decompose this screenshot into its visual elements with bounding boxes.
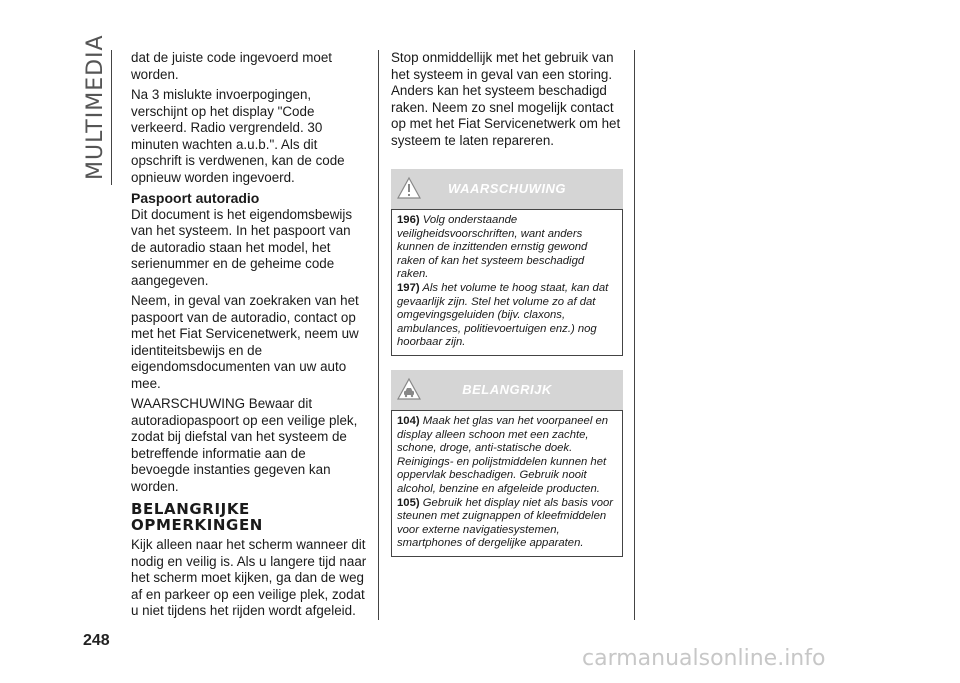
important-item — [397, 497, 617, 551]
column-divider — [634, 50, 635, 620]
note-number: 197) — [397, 281, 420, 294]
important-body — [391, 410, 623, 557]
warning-header — [391, 169, 623, 209]
paragraph: dat de juiste code ingevoerd moet worden. — [131, 50, 332, 82]
note-text: Gebruik het display niet als basis voor steunen met zuignappen of kleefmiddelen voor externe navigatiesystemen, smartphones of dergelijke apparaten. — [397, 496, 614, 550]
paragraph: Dit document is het eigendomsbewijs van het systeem. In het paspoort van de autoradio staan het model, het serienummer en de geheime code aangegeven. — [131, 206, 353, 288]
note-text: Volg onderstaande veiligheidsvoorschriften, want anders kunnen de inzittenden ernstig gewond raken of kan het systeem beschadigd raken. — [397, 214, 588, 281]
warning-item — [397, 282, 617, 350]
paragraph: Na 3 mislukte invoerpogingen, verschijnt op het display "Code verkeerd. Radio vergrendeld. 30 minuten wachten a.u.b.". Als dit opschrift is verdwenen, kan de code opnieuw worden ingevoerd. — [131, 87, 345, 185]
warning-item — [397, 214, 617, 282]
important-item — [397, 415, 617, 497]
paragraph: Kijk alleen naar het scherm wanneer dit nodig en veilig is. Als u langere tijd naar het scherm moet kijken, ga dan de weg af en parkeer op een veilige plek, zodat u niet tijdens het rijden wordt afgeleid. — [131, 537, 367, 618]
section-title: MULTIMEDIA — [83, 34, 108, 180]
warning-body — [391, 209, 623, 356]
warning-title: WAARSCHUWING — [448, 181, 566, 196]
watermark: carmanualsonline.info — [582, 646, 826, 671]
note-text: Als het volume te hoog staat, kan dat gevaarlijk zijn. Stel het volume zo af dat omgevingsgeluiden (bijv. claxons, ambulances, politievoertuigen enz.) nog hoorbaar zijn. — [397, 281, 609, 349]
important-title: BELANGRIJK — [462, 381, 552, 397]
heading-paspoort: Paspoort autoradio — [131, 190, 260, 206]
right-column — [391, 50, 623, 557]
section-title-rule — [111, 50, 112, 185]
note-number: 104) — [397, 414, 420, 427]
paragraph: Neem, in geval van zoekraken van het paspoort van de autoradio, contact op met het Fiat Servicenetwerk, neem uw identiteitsbewijs en de eigendomsdocumenten van uw auto mee. — [131, 293, 359, 391]
paragraph: WAARSCHUWING Bewaar dit autoradiopaspoort op een veilige plek, zodat bij diefstal van het systeem de betreffende informatie aan de bevoegde instanties gegeven kan worden. — [131, 396, 358, 494]
note-number: 196) — [397, 214, 420, 226]
note-number: 105) — [397, 496, 420, 509]
column-divider — [378, 50, 379, 620]
left-column — [131, 50, 367, 624]
heading-belangrijke-opmerkingen: BELANGRIJKE OPMERKINGEN — [131, 500, 263, 534]
page-number: 248 — [83, 632, 110, 649]
important-header — [391, 370, 623, 410]
paragraph: Stop onmiddellijk met het gebruik van het systeem in geval van een storing. Anders kan het systeem beschadigd raken. Neem zo snel mogelijk contact op met het Fiat Servicenetwerk om het systeem te laten repareren. — [391, 50, 621, 148]
note-text: Maak het glas van het voorpaneel en display alleen schoon met een zachte, schone, droge, anti-statische doek. Reinigings- en polijstmiddelen kunnen het oppervlak beschadigen. Gebruik nooit alcohol, benzine en afgeleide producten. — [397, 414, 609, 495]
